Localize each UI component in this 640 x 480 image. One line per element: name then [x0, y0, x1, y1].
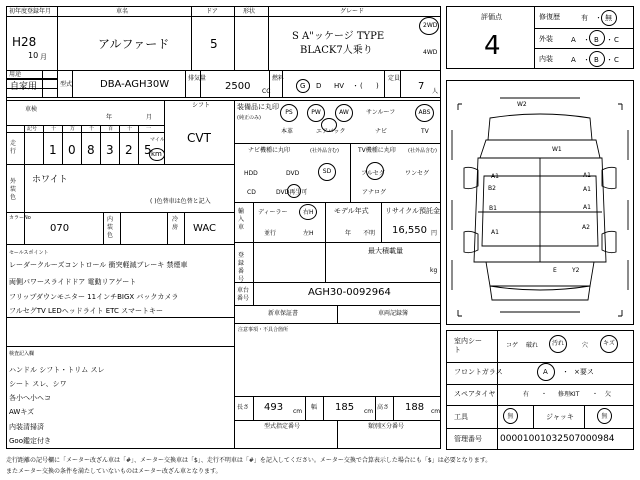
displacement-label: 排気量 — [188, 75, 207, 82]
score-label: 評価点 — [481, 13, 502, 21]
import-left-handle: 左H — [303, 230, 314, 237]
seat-hole: 穴 — [582, 342, 589, 349]
seat-label: 室内シート — [454, 337, 482, 354]
capacity-label: 定員 — [388, 75, 401, 82]
mileage-unit-1: 十 — [51, 126, 57, 132]
displacement-value: 2500 — [225, 81, 251, 92]
diagram-code-e: E — [553, 267, 557, 274]
chassis-value: AGH30-0092964 — [308, 287, 391, 298]
int-b: B — [594, 56, 599, 64]
inspector-line-2: シート スレ、シワ — [9, 380, 67, 388]
inspection-year-unit: 年 — [106, 114, 113, 121]
capacity-value: 7 — [418, 81, 425, 92]
tools-label: 工具 — [454, 413, 468, 421]
equip-abs: ABS — [415, 104, 434, 122]
ext-dot2: ・ — [606, 36, 613, 44]
equip-ps: PS — [280, 104, 298, 122]
mileage-digit-6: 5 — [144, 143, 152, 157]
first-reg-year: H28 — [12, 35, 37, 49]
jack-label: ジャッキ — [546, 413, 574, 421]
ext-a: A — [571, 36, 576, 44]
fuel-paren-open: ( — [360, 82, 363, 90]
equipment-sublabel: (純正のみ) — [237, 115, 261, 121]
mileage-unit-5: 十 — [127, 126, 133, 132]
equipment-label: 装備品に丸印 — [237, 103, 279, 111]
jack-value: 無 — [597, 408, 612, 424]
mileage-unit-2: 万 — [70, 126, 76, 132]
sales-points-label: セールスポイント — [9, 250, 49, 256]
mileage-digit-2: 0 — [68, 143, 76, 157]
new-car-warranty-label: 新車保証書 — [268, 310, 299, 317]
diagram-code-a1-right2: A1 — [583, 186, 591, 193]
exterior-color-value: ホワイト — [32, 175, 68, 185]
spare-yes: 有 — [523, 391, 530, 398]
recycle-label: リサイクル預託金 — [385, 207, 441, 215]
int-dot1: ・ — [583, 56, 590, 64]
mileage-unit-4: 百 — [108, 126, 114, 132]
mileage-unit-3: 千 — [89, 126, 95, 132]
footer-line1: 走行距離の記号欄に「メーター改ざん車は「#」、メーター交換車は「$」、走行不明車は「#」を記入してください。メーター交換で合算表示した場合にも「$」は必要となります。 — [6, 457, 492, 464]
grade-line1: S A"ッケージ TYPE — [292, 31, 385, 42]
width-unit: cm — [364, 408, 374, 415]
equip-navi: ナビ — [375, 128, 388, 135]
navi-sublabel: (社外品含む) — [310, 148, 339, 154]
import-label: 輸入車 — [238, 208, 245, 231]
spare-label: スペアタイヤ — [454, 390, 496, 398]
drive-4wd: 4WD — [423, 49, 438, 56]
recycle-unit: 円 — [431, 230, 438, 237]
model-year-unknown: 不明 — [363, 230, 376, 237]
navi-sd: SD — [318, 163, 336, 181]
designation-label: 型式指定番号 — [264, 423, 301, 430]
navi-dvd: DVD — [286, 170, 300, 177]
inspector-line-3: 各小へ小ヘコ — [9, 394, 51, 402]
ext-b: B — [594, 36, 599, 44]
car-name-label: 車名 — [116, 8, 129, 15]
model-label: 型式 — [60, 81, 73, 88]
mile-label: マイル — [150, 137, 165, 143]
exterior-color-label: 外装色 — [10, 178, 17, 201]
height-label: 高さ — [377, 404, 390, 411]
inspection-month-unit: 月 — [146, 114, 153, 121]
class-label: 類別区分番号 — [368, 423, 405, 430]
ext-dot1: ・ — [583, 36, 590, 44]
registration-label: 登録番号 — [238, 252, 245, 283]
length-unit: cm — [293, 408, 303, 415]
tv-label: TV機種に丸印 — [358, 147, 396, 154]
sales-line-3: フリップダウンモニター 11インチBIGX バックカメラ — [9, 293, 179, 301]
cooler-value: WAC — [193, 223, 216, 234]
spare-repair-kit: 修理KIT — [558, 391, 580, 398]
spare-dot1: ・ — [541, 391, 548, 398]
seat-burn: コゲ — [506, 342, 519, 349]
navi-dvd-play: DVD再生可 — [276, 189, 308, 196]
diagram-code-w2: W2 — [517, 101, 527, 108]
mileage-digit-5: 2 — [125, 143, 133, 157]
max-load-label: 最大積載量 — [368, 247, 403, 255]
repair-yes: 有 — [581, 14, 588, 22]
glass-a: A — [543, 368, 548, 376]
equip-airbag: エアバック — [316, 128, 346, 135]
mileage-first-unit: 記号 — [27, 126, 38, 132]
recycle-value: 16,550 — [392, 225, 427, 236]
spare-missing: 欠 — [605, 391, 612, 398]
diagram-code-a1-right: A1 — [583, 172, 591, 179]
length-value: 493 — [264, 402, 284, 413]
max-load-unit: kg — [430, 267, 438, 274]
vehicle-record-label: 車両記録簿 — [378, 310, 409, 317]
glass-needs: ×要ス — [574, 368, 594, 376]
length-label: 長さ — [237, 404, 250, 411]
fuel-d: D — [316, 82, 322, 90]
door-count: 5 — [210, 37, 218, 51]
model-year-label: モデル年式 — [334, 207, 369, 215]
width-label: 幅 — [311, 404, 318, 411]
fuel-g: G — [300, 82, 306, 90]
sales-line-2: 両側パワースライドドア 電動リアゲート — [9, 278, 137, 286]
navi-hdd: HDD — [244, 170, 258, 177]
diagram-code-b2: B2 — [488, 185, 496, 192]
equip-tv: TV — [421, 128, 429, 135]
color-change-note: ( )色替車は色替と記入 — [150, 198, 211, 205]
fuel-paren-close: ) — [376, 82, 379, 90]
mileage-digit-1: 1 — [49, 143, 57, 157]
mgmt-label: 管理番号 — [454, 435, 482, 443]
mgmt-value: 00001001032507000984 — [500, 434, 615, 444]
inspector-line-1: ハンドル シフト・トリム スレ — [9, 366, 105, 374]
first-reg-label: 初年度登録年月 — [9, 8, 52, 15]
shift-value: CVT — [187, 131, 211, 145]
spare-dot2: ・ — [592, 391, 599, 398]
capacity-unit: 人 — [432, 88, 439, 95]
month-unit: 月 — [40, 53, 47, 61]
interior-label: 内装 — [539, 55, 553, 63]
cc-unit: CC — [262, 88, 271, 95]
inspector-label: 検査記入欄 — [9, 351, 35, 357]
tv-sublabel: (社外品含む) — [408, 148, 437, 154]
ext-c: C — [614, 36, 619, 44]
exterior-label: 外装 — [539, 35, 553, 43]
grade-label: グレード — [340, 8, 365, 15]
chassis-label: 車台番号 — [237, 287, 250, 302]
shape-label: 形状 — [243, 8, 256, 15]
fuel-dot: ・ — [352, 82, 359, 90]
inspector-line-4: AWキズ — [9, 408, 35, 416]
int-c: C — [614, 56, 619, 64]
model-value: DBA-AGH30W — [100, 79, 170, 90]
shift-label: シフト — [192, 102, 211, 109]
diagram-code-a1-left: A1 — [491, 173, 499, 180]
diagram-code-y2: Y2 — [572, 267, 580, 274]
first-reg-month: 10 — [28, 51, 39, 60]
int-dot2: ・ — [606, 56, 613, 64]
glass-dot: ・ — [562, 368, 569, 376]
tools-value: 無 — [503, 408, 518, 424]
equip-pw: PW — [307, 104, 325, 122]
repair-label: 修復歴 — [539, 13, 560, 21]
grade-line2: BLACK7人乗り — [300, 45, 373, 56]
use-label: 用途 — [9, 71, 22, 78]
interior-color-label: 内装色 — [107, 216, 114, 239]
inspector-line-5: 内装清掃済 — [9, 423, 44, 431]
dvd-play-circle — [287, 184, 301, 198]
fuel-label: 燃料 — [272, 75, 285, 82]
equip-leather: 本革 — [281, 128, 294, 135]
seat-tear: 破れ — [526, 342, 539, 349]
diagram-code-a1-rear: A1 — [491, 229, 499, 236]
width-value: 185 — [335, 402, 355, 413]
import-right-handle: 右H — [303, 209, 314, 216]
sales-line-1: レーダークルーズコントロール 衝突軽減ブレーキ 禁煙車 — [9, 261, 188, 269]
car-name: アルファード — [98, 37, 170, 51]
car-outline — [452, 98, 628, 316]
color-no-label: カラーNo — [9, 215, 31, 221]
score-value: 4 — [484, 31, 501, 61]
equip-aw: AW — [335, 104, 353, 122]
cooler-label: 冷房 — [172, 216, 179, 231]
repair-dot: ・ — [595, 14, 602, 22]
model-year-unit: 年 — [345, 230, 352, 237]
color-no-value: 070 — [50, 223, 70, 234]
int-a: A — [571, 56, 576, 64]
mileage-digit-3: 8 — [87, 143, 95, 157]
seat-scratch: キズ — [600, 335, 618, 353]
glass-label: フロントガラス — [454, 368, 503, 376]
sales-line-4: フルセグTV LEDヘッドライト ETC スマートキー — [9, 307, 163, 315]
door-label: ドア — [206, 8, 218, 15]
fuel-hv: HV — [334, 82, 345, 90]
notes-label: 注意事項・不具合箇所 — [238, 327, 289, 333]
mileage-digit-4: 3 — [106, 143, 114, 157]
diagram-code-a2: A2 — [582, 224, 590, 231]
tv-analog: アナログ — [362, 189, 387, 196]
inspector-line-6: Goo鑑定付き — [9, 437, 51, 445]
diagram-code-w1: W1 — [552, 146, 562, 153]
height-value: 188 — [405, 402, 425, 413]
diagram-code-b1: B1 — [489, 205, 497, 212]
navi-label: ナビ機種に丸印 — [248, 147, 291, 154]
km-label: km — [151, 150, 162, 158]
inspection-label: 車検 — [25, 106, 38, 113]
repair-no: 無 — [605, 14, 612, 22]
height-unit: cm — [431, 408, 441, 415]
import-dealer: ディーラー — [258, 209, 288, 216]
drive-2wd: 2WD — [423, 22, 438, 29]
navi-cd: CD — [247, 189, 256, 196]
diagram-code-a1-right3: A1 — [583, 204, 591, 211]
footer-line2: またメーター交換の条件を満たしていないものはメーター改ざん車となります。 — [6, 468, 222, 475]
fullseg-circle — [366, 162, 384, 180]
mileage-label: 走行 — [10, 140, 17, 155]
import-parallel: 並行 — [264, 230, 277, 237]
seat-dirt: 汚れ — [549, 335, 567, 353]
use-value: 自家用 — [10, 82, 38, 92]
mileage-unit-6: 一 — [146, 126, 152, 132]
equip-sunroof: サンルーフ — [366, 109, 396, 116]
tv-fullseg: フルセグ — [361, 170, 385, 177]
tv-oneseg: ワンセグ — [405, 170, 430, 177]
airbag-circle — [321, 118, 337, 132]
